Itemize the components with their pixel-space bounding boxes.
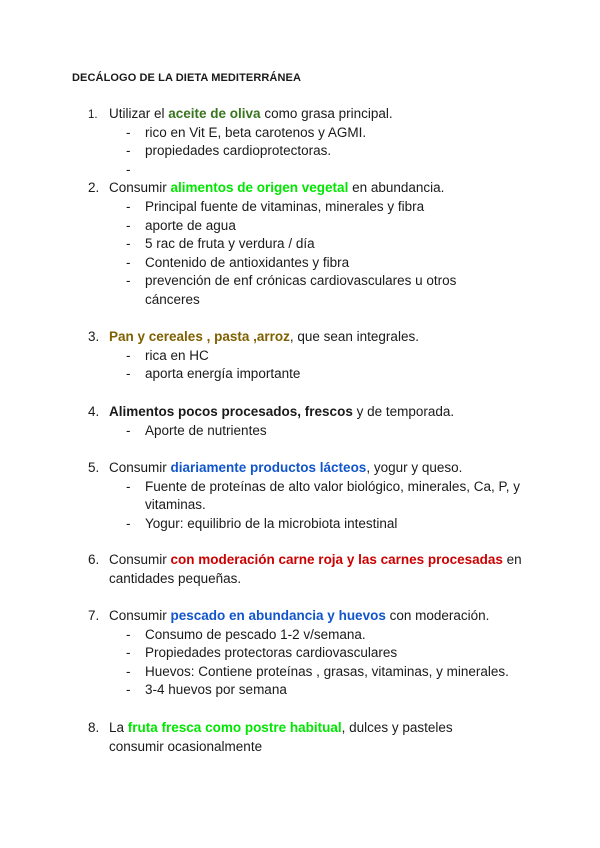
item-number: 3. [88, 329, 100, 344]
item-highlight: Alimentos pocos procesados, frescos [109, 404, 353, 419]
sub-item: - 3-4 huevos por semana [0, 681, 600, 700]
list-marker: - [126, 124, 131, 140]
sub-item: - Principal fuente de vitaminas, minerales y fibra [0, 198, 600, 217]
list-marker: - [126, 645, 131, 661]
item-text [109, 328, 539, 347]
list-marker: - [126, 161, 131, 177]
item-number: 2. [88, 180, 100, 196]
list-marker: - [126, 682, 131, 698]
item-highlight: Pan y cereales , pasta ,arroz [109, 329, 290, 344]
list-marker: - [126, 626, 131, 642]
item-text-after: , que sean integrales. [289, 329, 419, 344]
sub-item: - prevención de enf crónicas cardiovasculares u otros cánceres [126, 273, 457, 307]
item-number: 5. [88, 460, 100, 475]
list-marker: - [126, 199, 131, 214]
sub-item: - aporta energía importante [0, 365, 600, 384]
item-text-before: Consumir [109, 180, 171, 196]
item-text [109, 105, 539, 124]
item-text-after: en abundancia. [348, 180, 445, 196]
item-text-before: Consumir [109, 608, 171, 623]
item-highlight: diariamente productos lácteos [170, 460, 367, 475]
item-text [109, 459, 539, 478]
item-text [109, 179, 539, 198]
sub-item: - aporte de agua [0, 217, 600, 236]
sub-list-1 [0, 124, 600, 180]
item-number: 8. [88, 720, 100, 735]
list-marker: - [126, 663, 131, 679]
list-marker: - [126, 422, 131, 438]
item-text-before: Consumir [109, 552, 171, 567]
sub-item: - Huevos: Contiene proteínas , grasas, vitaminas, y minerales. [0, 663, 600, 682]
sub-item: - Aporte de nutrientes [0, 422, 600, 441]
list-marker: - [126, 515, 131, 531]
list-marker: - [126, 236, 131, 252]
sub-list-4 [0, 422, 600, 441]
item-text-after: en cantidades pequeñas. [109, 552, 522, 586]
sub-item: - Yogur: equilibrio de la microbiota intestinal [0, 515, 600, 534]
item-number: 6. [88, 552, 100, 567]
item-text [109, 403, 539, 422]
list-marker: - [126, 217, 131, 233]
sub-item: - Fuente de proteínas de alto valor biológico, minerales, Ca, P, y vitaminas. [126, 478, 520, 513]
item-highlight: fruta fresca como postre habitual [127, 720, 342, 735]
sub-item: - Contenido de antioxidantes y fibra [0, 254, 600, 273]
sub-item [0, 161, 600, 180]
list-marker: - [126, 347, 131, 363]
document-title: DECÁLOGO DE LA DIETA MEDITERRÁNEA [72, 72, 302, 84]
item-text-after: y de temporada. [352, 404, 455, 419]
item-text-before: La [109, 720, 128, 735]
sub-list-7 [0, 626, 600, 700]
list-marker: - [126, 273, 131, 289]
sub-list-3 [0, 347, 600, 384]
item-text-after: con moderación. [385, 608, 490, 623]
item-text [109, 551, 534, 588]
item-text [109, 607, 539, 626]
sub-list-2 [0, 198, 600, 310]
list-marker: - [126, 254, 131, 270]
item-highlight: con moderación carne roja y las carnes procesadas [170, 552, 503, 567]
item-highlight: alimentos de origen vegetal [170, 180, 349, 196]
sub-item: - propiedades cardioprotectoras. [0, 142, 600, 161]
item-text-after: como grasa principal. [260, 106, 393, 121]
item-highlight: pescado en abundancia y huevos [170, 608, 386, 623]
list-marker: - [126, 143, 131, 159]
sub-item: - Consumo de pescado 1-2 v/semana. [0, 626, 600, 645]
sub-item: - Propiedades protectoras cardiovasculares [0, 644, 600, 663]
list-marker: - [126, 366, 131, 382]
sub-item: - rica en HC [0, 347, 600, 366]
item-text-before: Consumir [109, 460, 171, 475]
item-highlight: aceite de oliva [168, 106, 261, 121]
item-text [109, 719, 484, 756]
item-number: 1. [88, 109, 98, 121]
item-text-after: , yogur y queso. [366, 460, 463, 475]
item-number: 7. [88, 608, 100, 623]
item-text-before: Utilizar el [109, 106, 169, 121]
item-number: 4. [88, 404, 100, 419]
item-text-after: , dulces y pasteles consumir ocasionalmente [109, 720, 453, 754]
list-marker: - [126, 478, 131, 494]
sub-list-5 [0, 478, 600, 534]
sub-item: - rico en Vit E, beta carotenos y AGMI. [0, 124, 600, 143]
sub-item: - 5 rac de fruta y verdura / día [0, 235, 600, 254]
